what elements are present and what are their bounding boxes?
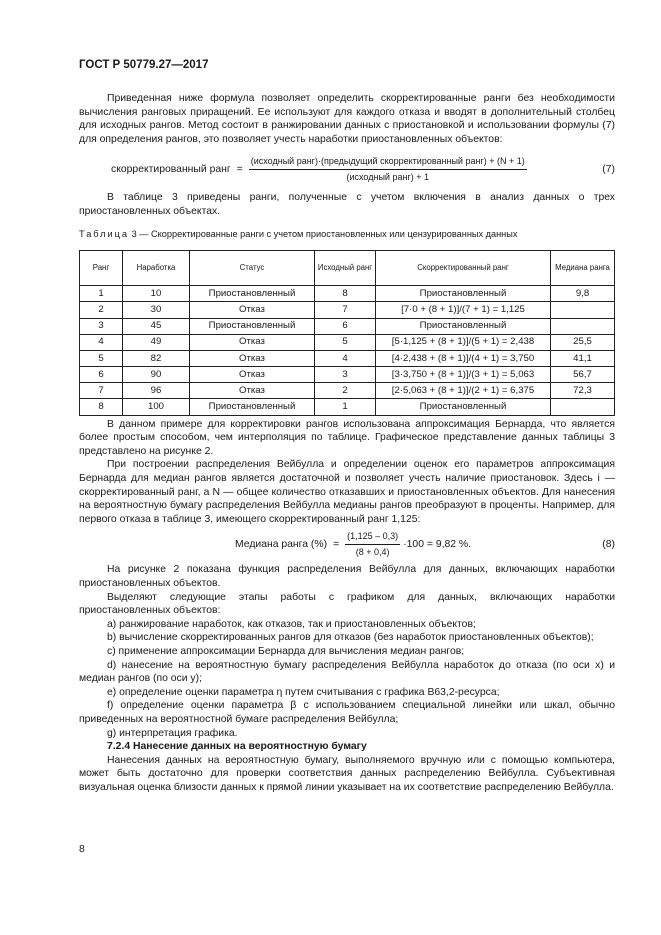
cell-rank: 5 xyxy=(80,350,123,366)
cell-status: Приостановленный xyxy=(190,286,315,302)
table-body xyxy=(80,286,615,416)
cell-rank: 1 xyxy=(80,286,123,302)
header-median-rank: Медиана ранга xyxy=(551,251,615,286)
cell-adjusted-rank: Приостановленный xyxy=(376,399,551,415)
formula-8-tail: ·100 = 9,82 %. xyxy=(403,539,472,551)
header-status: Статус xyxy=(190,251,315,286)
cell-adjusted-rank: [4·2,438 + (8 + 1)]/(4 + 1) = 3,750 xyxy=(376,350,551,366)
cell-rank: 7 xyxy=(80,383,123,399)
formula-7-label: скорректированный ранг xyxy=(111,164,231,176)
formula-7-numerator: (исходный ранг)·(предыдущий скорректированный ранг) + (N + 1) xyxy=(249,156,527,170)
cell-status: Приостановленный xyxy=(190,318,315,334)
cell-rank: 3 xyxy=(80,318,123,334)
table-caption-prefix: Таблица xyxy=(79,228,130,239)
text-after-table xyxy=(79,418,615,527)
table-row xyxy=(80,302,615,318)
cell-rank: 8 xyxy=(80,399,123,415)
page-number: 8 xyxy=(79,844,85,855)
table-row xyxy=(80,383,615,399)
cell-adjusted-rank: Приостановленный xyxy=(376,286,551,302)
step-f: f) определение оценки параметра β с использованием специальной линейки или шкал, обычно приведенных на вероятностной бумаге распределения Вейбулла; xyxy=(79,700,615,725)
paragraph-final: Нанесения данных на вероятностную бумагу, выполняемого вручную или с помощью компьютера, может быть достаточно для проверки соответствия данных распределению Вейбулла. Субъективная визуальная оценка близости данных к прямой линии указывает на их соответствие распределению Вейбулла. xyxy=(79,754,615,793)
table-row xyxy=(80,399,615,415)
table-row xyxy=(80,286,615,302)
cell-initial-rank: 6 xyxy=(315,318,376,334)
formula-7 xyxy=(79,156,615,183)
table-row xyxy=(80,367,615,383)
cell-initial-rank: 5 xyxy=(315,334,376,350)
cell-initial-rank: 4 xyxy=(315,350,376,366)
cell-operating-time: 100 xyxy=(123,399,190,415)
cell-median-rank xyxy=(551,318,615,334)
formula-7-number: (7) xyxy=(602,164,615,176)
formula-7-fraction xyxy=(249,156,527,183)
formula-7-denominator: (исходный ранг) + 1 xyxy=(346,172,429,183)
step-e: e) определение оценки параметра η путем считывания с графика B63,2-ресурса; xyxy=(107,686,500,698)
cell-rank: 6 xyxy=(80,367,123,383)
intro-paragraph: Приведенная ниже формула позволяет определить скорректированные ранги без необходимости вычисления ранговых приращений. Ее используют для каждого отказа и вводят в дополнительный столбец для исходных рангов. Метод состоит в ранжировании данных с приостановкой и использовании формулы (7) для определения рангов, это позволяет учесть наработки приостановленных объектов: xyxy=(79,93,615,145)
cell-status: Отказ xyxy=(190,334,315,350)
formula-8-equals: = xyxy=(333,539,340,551)
cell-initial-rank: 7 xyxy=(315,302,376,318)
table-header-row xyxy=(80,251,615,286)
cell-operating-time: 90 xyxy=(123,367,190,383)
table-row xyxy=(80,350,615,366)
cell-operating-time: 45 xyxy=(123,318,190,334)
ranks-table xyxy=(79,250,615,416)
section-heading: 7.2.4 Нанесение данных на вероятностную бумагу xyxy=(107,741,367,753)
cell-adjusted-rank: [2·5,063 + (8 + 1)]/(2 + 1) = 6,375 xyxy=(376,383,551,399)
document-header: ГОСТ Р 50779.27—2017 xyxy=(79,59,209,71)
cell-initial-rank: 3 xyxy=(315,367,376,383)
step-b: b) вычисление скорректированных рангов для отказов (без наработок приостановленных объектов); xyxy=(107,632,594,644)
cell-status: Приостановленный xyxy=(190,399,315,415)
cell-initial-rank: 1 xyxy=(315,399,376,415)
cell-median-rank: 72,3 xyxy=(551,383,615,399)
formula-8-denominator: (8 + 0,4) xyxy=(355,547,390,558)
header-initial-rank: Исходный ранг xyxy=(315,251,376,286)
cell-status: Отказ xyxy=(190,383,315,399)
cell-operating-time: 10 xyxy=(123,286,190,302)
header-operating-time: Наработка xyxy=(123,251,190,286)
paragraph-steps-intro: Выделяют следующие этапы работы с графиком для данных, включающих наработки приостановленных объектов: xyxy=(79,591,615,617)
paragraph-bernard: В данном примере для корректировки рангов использована аппроксимация Бернарда, что является более простым способом, чем интерполяция по таблице. Графическое представление данных таблицы 3 представлено на рисунке 2. xyxy=(79,418,615,457)
cell-status: Отказ xyxy=(190,302,315,318)
cell-adjusted-rank: [7·0 + (8 + 1)]/(7 + 1) = 1,125 xyxy=(376,302,551,318)
cell-adjusted-rank: [5·1,125 + (8 + 1)]/(5 + 1) = 2,438 xyxy=(376,334,551,350)
table-intro-paragraph: В таблице 3 приведены ранги, полученные с учетом включения в анализ данных о трех приостановленных объектах. xyxy=(79,192,615,217)
formula-8-label: Медиана ранга (%) xyxy=(235,539,328,551)
cell-rank: 4 xyxy=(80,334,123,350)
cell-operating-time: 49 xyxy=(123,334,190,350)
cell-initial-rank: 2 xyxy=(315,383,376,399)
step-a: a) ранжирование наработок, как отказов, так и приостановленных объектов; xyxy=(107,618,476,630)
cell-rank: 2 xyxy=(80,302,123,318)
formula-8-number: (8) xyxy=(602,539,615,551)
formula-8-numerator: (1,125 – 0,3) xyxy=(345,531,400,545)
formula-8 xyxy=(79,531,615,558)
table-caption-text: 3 — Скорректированные ранги с учетом приостановленных или цензурированных данных xyxy=(131,228,518,239)
step-d: d) нанесение на вероятностную бумагу распределения Вейбулла наработок до отказа (по оси x) и медиан рангов (по оси y); xyxy=(79,659,615,685)
cell-initial-rank: 8 xyxy=(315,286,376,302)
cell-operating-time: 30 xyxy=(123,302,190,318)
cell-operating-time: 96 xyxy=(123,383,190,399)
paragraph-weibull: При построении распределения Вейбулла и определении оценок его параметров аппроксимация Бернарда для медиан рангов является достаточной и позволяет учесть наличие приостановок. Здесь i — скорректированный ранг, а N — общее количество отказавших и приостановленных объектов. Для нанесения на вероятностную бумагу распределения Вейбулла медианы рангов преобразуют в проценты. Например, для первого отказа в таблице 3, имеющего скорректированный ранг 1,125: xyxy=(79,459,615,525)
page-content xyxy=(79,92,615,795)
cell-status: Отказ xyxy=(190,367,315,383)
formula-8-fraction xyxy=(345,531,400,558)
table-row xyxy=(80,318,615,334)
cell-operating-time: 82 xyxy=(123,350,190,366)
cell-status: Отказ xyxy=(190,350,315,366)
formula-7-equals: = xyxy=(236,164,243,176)
cell-median-rank xyxy=(551,399,615,415)
header-rank: Ранг xyxy=(80,251,123,286)
table-caption xyxy=(79,228,615,242)
cell-median-rank: 9,8 xyxy=(551,286,615,302)
paragraph-figure2: На рисунке 2 показана функция распределения Вейбулла для данных, включающих наработки приостановленных объектов. xyxy=(79,564,615,589)
cell-adjusted-rank: Приостановленный xyxy=(376,318,551,334)
step-c: c) применение аппроксимации Бернарда для вычисления медиан рангов; xyxy=(107,645,465,657)
table-row xyxy=(80,334,615,350)
cell-median-rank: 41,1 xyxy=(551,350,615,366)
cell-median-rank: 25,5 xyxy=(551,334,615,350)
cell-median-rank: 56,7 xyxy=(551,367,615,383)
cell-median-rank xyxy=(551,302,615,318)
cell-adjusted-rank: [3·3,750 + (8 + 1)]/(3 + 1) = 5,063 xyxy=(376,367,551,383)
header-adjusted-rank: Скорректированный ранг xyxy=(376,251,551,286)
step-g: g) интерпретация графика. xyxy=(107,727,238,739)
